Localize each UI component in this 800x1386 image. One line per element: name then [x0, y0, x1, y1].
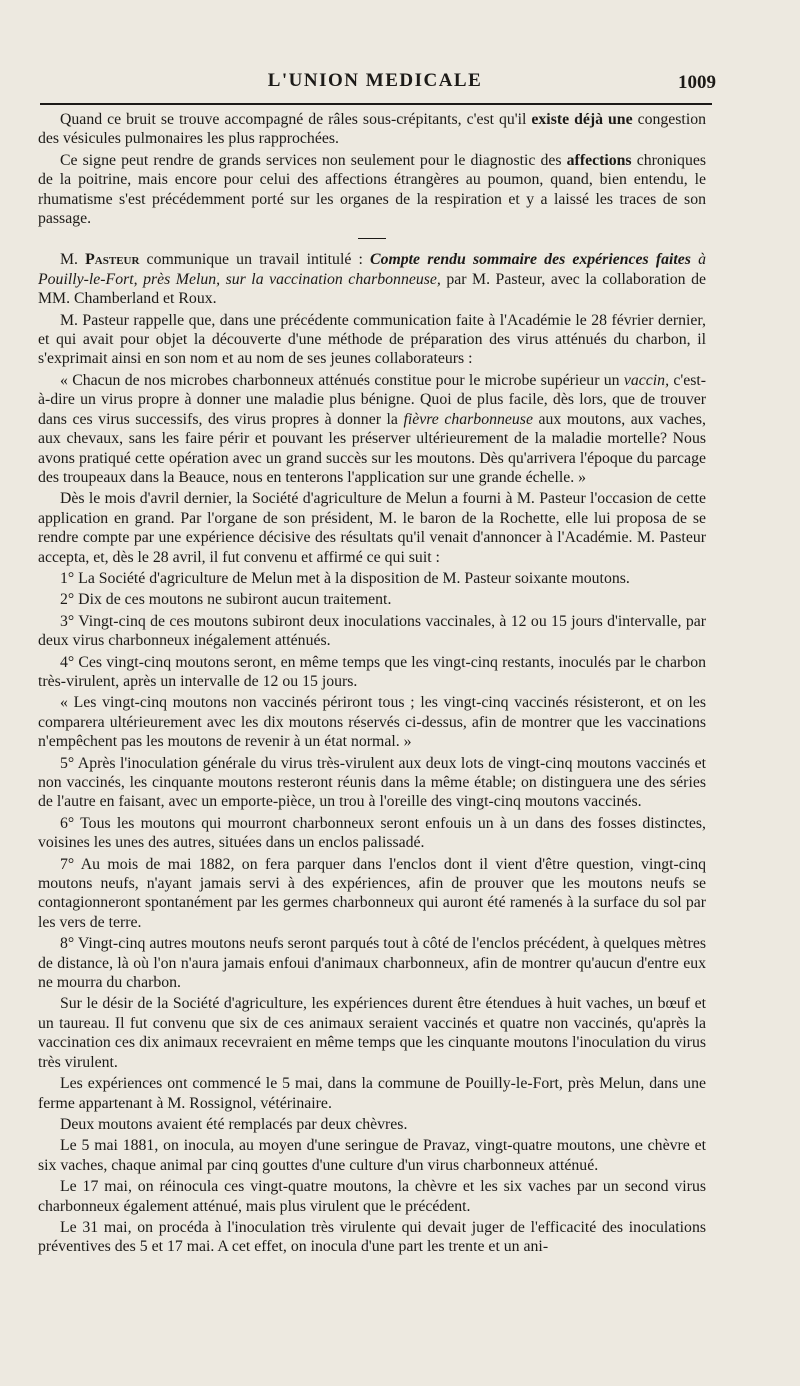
- paragraph: [38, 250, 706, 308]
- paragraph: [38, 1115, 706, 1134]
- paragraph: [38, 994, 706, 1072]
- text-run: 7° Au mois de mai 1882, on fera parquer dans l'enclos dont il vient d'être question, vingt-cinq moutons neufs, n'ayant jamais servi à des expériences, afin de prouver que les moutons neufs se contagionneront spontanément par les germes charbonneux qui auront été ramenés à la surface du sol par les vers de terre.: [38, 855, 706, 931]
- text-run: affections: [566, 151, 632, 169]
- text-run: Dès le mois d'avril dernier, la Société d'agriculture de Melun a fourni à M. Pasteur l'occasion de cette application en grand. Par l'organe de son président, M. le baron de la Rochette, elle lui proposa de se rendre compte par une expérience décisive des résultats qu'il venait d'annoncer à l'Académie. M. Pasteur accepta, et, dès le 28 avril, il fut convenu et affirmé ce qui suit :: [38, 490, 706, 566]
- paragraph: [38, 653, 706, 692]
- paragraph: [38, 110, 706, 149]
- text-run: Le 17 mai, on réinocula ces vingt-quatre moutons, la chèvre et les six vaches par un second virus charbonneux également atténué, mais plus virulent que le précédent.: [38, 1178, 706, 1215]
- text-run: 5° Après l'inoculation générale du virus très-virulent aux deux lots de vingt-cinq moutons vaccinés et non vaccinés, les cinquante moutons resteront réunis dans la même étable; on distinguera une des séries de l'autre en faisant, avec un emporte-pièce, un trou à l'oreille des vingt-cinq moutons vaccinés.: [38, 754, 706, 811]
- text-run: chroniques de la poitrine, mais encore pour celui des affections étrangères au poumon, quand, bien entendu, le rhumatisme s'est précédemment porté sur les organes de la respiration et y a laissé les traces de son passage.: [38, 151, 707, 228]
- text-run: 3° Vingt-cinq de ces moutons subiront deux inoculations vaccinales, à 12 ou 15 jours d'intervalle, par deux virus charbonneux inégalement atténués.: [38, 612, 706, 650]
- journal-title: L'UNION MEDICALE: [267, 70, 483, 91]
- paragraph: [38, 311, 706, 369]
- text-run: Pasteur: [85, 251, 140, 269]
- text-run: Le 5 mai 1881, on inocula, au moyen d'une seringue de Pravaz, vingt-quatre moutons, une chèvre et six vaches, chaque animal par cinq gouttes d'une culture d'un virus charbonneux atténué.: [38, 1137, 706, 1174]
- text-run: existe déjà une: [531, 111, 633, 128]
- page-number: 1009: [678, 72, 716, 93]
- text-run: M. Pasteur rappelle que, dans une précédente communication faite à l'Académie le 28 février dernier, et qui avait pour objet la découverte d'une méthode de préparation des virus atténués du charbon, il s'exprimait ainsi en son nom et au nom de ses jeunes collaborateurs :: [38, 311, 706, 368]
- text-run: « Chacun de nos microbes charbonneux atténués constitue pour le microbe supérieur un: [60, 371, 624, 389]
- text-run: Ce signe peut rendre de grands services non seulement pour le diagnostic des: [60, 151, 567, 169]
- paragraph: [38, 1177, 706, 1216]
- text-run: vaccin,: [623, 371, 670, 389]
- text-run: 1° La Société d'agriculture de Melun met à la disposition de M. Pasteur soixante moutons.: [60, 569, 630, 587]
- text-run: à Pouilly-le-Fort, près Melun, sur la vaccination charbonneuse,: [38, 251, 706, 288]
- paragraph: [38, 371, 706, 487]
- text-run: communique un travail intitulé :: [139, 251, 371, 269]
- text-run: c'est-à-dire un virus propre à donner une maladie plus bénigne. Quoi de plus facile, dès lors, que de trouver dans ces virus successifs, des virus propres à donner la: [38, 371, 706, 428]
- text-run: Quand ce bruit se trouve accompagné de râles sous-crépitants, c'est qu'il: [60, 111, 532, 128]
- paragraph: [38, 612, 706, 651]
- paragraph: [38, 1136, 706, 1175]
- text-run: Compte rendu sommaire des expériences faites: [370, 251, 691, 269]
- article-body: [38, 110, 706, 1259]
- paragraph: [38, 1074, 706, 1113]
- text-run: M.: [60, 251, 86, 269]
- paragraph: [38, 1218, 706, 1257]
- text-run: « Les vingt-cinq moutons non vaccinés périront tous ; les vingt-cinq vaccinés résisteront, et on les comparera ultérieurement avec les dix moutons réservés ci-dessus, afin de montrer que les vaccinations n'empêchent pas les moutons de revenir à un état normal. »: [38, 694, 706, 751]
- paragraph: [38, 855, 706, 933]
- text-run: 6° Tous les moutons qui mourront charbonneux seront enfouis un à un dans des fosses distinctes, voisines les unes des autres, situées dans un enclos palissadé.: [38, 814, 706, 852]
- paragraph: [38, 151, 706, 229]
- text-run: 8° Vingt-cinq autres moutons neufs seront parqués tout à côté de l'enclos précédent, à quelques mètres de distance, là où l'on n'aura jamais enfoui d'animaux charbonneux, afin de montrer qu'aucun d'entre eux ne mourra du charbon.: [38, 935, 706, 992]
- text-run: [691, 251, 698, 268]
- paragraph: [38, 814, 706, 853]
- running-header: [42, 70, 716, 102]
- paragraph: [38, 590, 706, 609]
- paragraph: [38, 934, 706, 992]
- paragraph: [38, 754, 706, 812]
- text-run: Les expériences ont commencé le 5 mai, dans la commune de Pouilly-le-Fort, près Melun, dans une ferme appartenant à M. Rossignol, vétérinaire.: [38, 1075, 706, 1112]
- text-run: Le 31 mai, on procéda à l'inoculation très virulente qui devait juger de l'efficacité des inoculations préventives des 5 et 17 mai. A cet effet, on inocula d'une part les trente et un ani-: [38, 1218, 706, 1256]
- text-run: congestion des vésicules pulmonaires les plus rapprochées.: [38, 111, 707, 148]
- header-rule: [40, 103, 712, 105]
- text-run: Deux moutons avaient été remplacés par deux chèvres.: [60, 1115, 408, 1133]
- text-run: 4° Ces vingt-cinq moutons seront, en même temps que les vingt-cinq restants, inoculés par le charbon très-virulent, après un intervalle de 12 ou 15 jours.: [38, 653, 706, 690]
- text-run: par M. Pasteur, avec la collaboration de MM. Chamberland et Roux.: [38, 270, 706, 308]
- paragraph: [38, 569, 706, 588]
- paragraph: [38, 693, 706, 751]
- text-run: Sur le désir de la Société d'agriculture, les expériences durent être étendues à huit vaches, un bœuf et un taureau. Il fut convenu que six de ces animaux seraient vaccinés et quatre non vaccinés, qu'après la vaccination ces dix animaux recevraient en même temps que les cinquante moutons l'inoculation du virus très virulent.: [38, 995, 706, 1071]
- paragraph: [38, 489, 706, 567]
- section-separator: [38, 230, 706, 246]
- text-run: aux moutons, aux vaches, aux chevaux, sans les faire périr et pouvant les préserver ultérieurement de la maladie mortelle? Nous avons pratiqué cette opération avec un grand succès sur les moutons. Dès qu'arrivera l'époque du parcage des troupeaux dans la Beauce, nous en tenterons l'application sur une grande échelle. »: [38, 410, 706, 486]
- text-run: 2° Dix de ces moutons ne subiront aucun traitement.: [60, 591, 392, 609]
- text-run: fièvre charbonneuse: [403, 410, 533, 428]
